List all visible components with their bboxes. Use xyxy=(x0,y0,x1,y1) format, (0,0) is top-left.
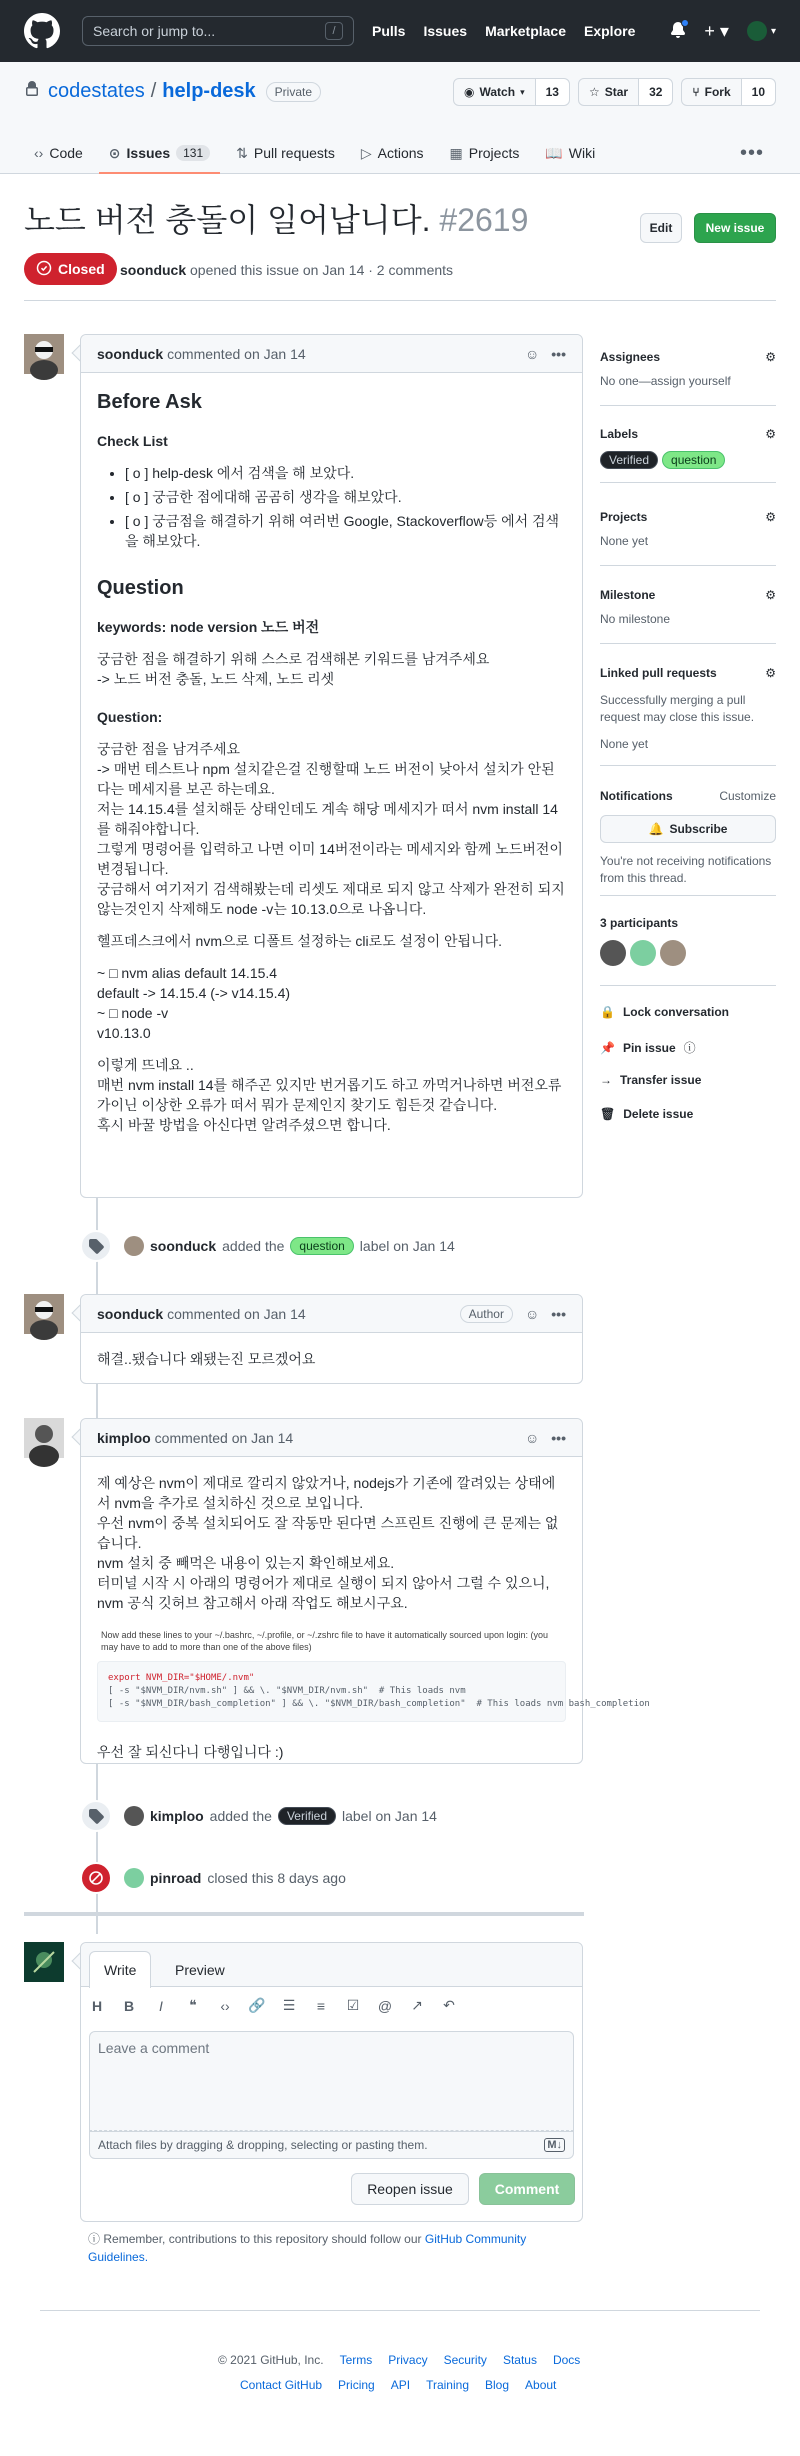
code-block xyxy=(97,1661,650,1722)
footer-link-training[interactable]: Training xyxy=(426,2378,469,2392)
label-question[interactable]: question xyxy=(662,451,725,469)
fork-label: Fork xyxy=(704,85,731,99)
lock-icon: 🔒 xyxy=(600,1005,615,1019)
event-text: closed this 8 days ago xyxy=(207,1870,346,1886)
lock-icon xyxy=(24,80,40,103)
footer-link-status[interactable]: Status xyxy=(502,2353,537,2367)
issue-meta-text: opened this issue on Jan 14 · 2 comments xyxy=(190,262,454,278)
contribution-guidelines xyxy=(88,2230,583,2266)
question-line: 헬프데스크에서 nvm으로 디폴트 설정하는 cli로도 설정이 안됩니다. xyxy=(97,933,502,949)
customize-link[interactable]: Customize xyxy=(719,789,776,803)
event-text: added the xyxy=(222,1238,285,1254)
divider xyxy=(24,300,776,301)
label-verified[interactable]: Verified xyxy=(278,1807,336,1825)
nav-pulls[interactable]: Pulls xyxy=(372,23,406,39)
unordered-list-icon[interactable]: ☰ xyxy=(282,1997,296,2013)
project-icon: ▦ xyxy=(449,144,463,161)
label-question[interactable]: question xyxy=(290,1237,353,1255)
embedded-screenshot xyxy=(97,1629,650,1722)
comment-meta[interactable]: commented on Jan 14 xyxy=(167,345,306,362)
global-header xyxy=(0,0,800,62)
event-actor-link[interactable]: pinroad xyxy=(150,1870,202,1886)
global-nav xyxy=(372,23,635,39)
repo-header xyxy=(0,62,800,174)
tab-label: Actions xyxy=(377,145,424,161)
tab-projects[interactable] xyxy=(440,132,530,174)
code-line: [ -s "$NVM_DIR/bash_completion" ] && \. "$NVM_DIR/bash_completion" # This loads nvm bash_completion xyxy=(108,1699,650,1709)
kebab-horizontal-icon[interactable]: ••• xyxy=(551,1429,566,1446)
comment xyxy=(80,1418,650,1764)
comment xyxy=(80,334,583,1198)
avatar xyxy=(747,21,767,41)
italic-icon[interactable]: I xyxy=(159,1997,163,2014)
issue-title-text: 노드 버전 충돌이 일어납니다. xyxy=(24,202,431,238)
comment-meta[interactable]: commented on Jan 14 xyxy=(167,1305,306,1322)
repo-actions xyxy=(453,78,776,106)
cross-reference-icon[interactable]: ↗ xyxy=(411,1997,423,2013)
avatar[interactable] xyxy=(124,1236,144,1256)
delete-issue-link[interactable] xyxy=(600,1107,693,1121)
snippet-intro: Now add these lines to your ~/.bashrc, ~/.profile, or ~/.zshrc file to have it automatically sourced upon login: (you may have to add to more than one of the above files) xyxy=(101,1630,548,1652)
book-icon: 📖 xyxy=(545,144,563,161)
divider xyxy=(600,765,776,766)
info-icon: ⓘ xyxy=(683,1041,696,1055)
link-icon[interactable]: 🔗 xyxy=(248,1997,266,2013)
keywords-desc: 궁금한 점을 해결하기 위해 스스로 검색해본 키워드를 남겨주세요 xyxy=(97,651,490,667)
linked-desc: Successfully merging a pull request may close this issue. xyxy=(600,693,755,724)
tab-pull-requests[interactable] xyxy=(226,132,345,174)
comment-header xyxy=(81,1295,582,1333)
tag-icon xyxy=(80,1800,112,1832)
code-line: export NVM_DIR="$HOME/.nvm" xyxy=(108,1673,255,1683)
gear-icon[interactable]: ⚙ xyxy=(765,666,776,680)
bold-icon[interactable]: B xyxy=(123,1997,135,2014)
gear-icon[interactable]: ⚙ xyxy=(765,427,776,441)
star-count[interactable]: 32 xyxy=(639,79,672,105)
star-button[interactable] xyxy=(578,78,673,106)
tab-wiki[interactable] xyxy=(535,132,605,174)
heading-question: Question xyxy=(97,577,184,599)
question-title: Question: xyxy=(97,709,163,725)
avatar[interactable] xyxy=(124,1806,144,1826)
issue-author-link[interactable]: soonduck xyxy=(120,262,187,278)
watch-label: Watch xyxy=(479,85,516,99)
trash-icon: 🗑 xyxy=(600,1107,616,1121)
status-badge xyxy=(24,253,117,285)
tab-issues[interactable] xyxy=(99,132,220,174)
comment-textarea[interactable] xyxy=(89,2031,574,2131)
nav-issues[interactable]: Issues xyxy=(423,23,468,39)
comment-author-link[interactable]: soonduck xyxy=(97,345,164,362)
pin-icon: 📌 xyxy=(600,1040,615,1055)
tab-label: Pull requests xyxy=(253,145,335,161)
avatar[interactable] xyxy=(24,1294,64,1334)
chevron-down-icon: ▾ xyxy=(770,25,776,37)
divider xyxy=(600,985,776,986)
repo-owner-link[interactable]: codestates xyxy=(48,80,145,102)
repo-title xyxy=(24,80,321,103)
new-issue-button[interactable]: New issue xyxy=(694,213,776,243)
code-line: v10.13.0 xyxy=(97,1025,151,1041)
divider xyxy=(600,482,776,483)
timeline-end-divider xyxy=(24,1912,584,1916)
comment-body xyxy=(81,373,582,1163)
event-text: label on Jan 14 xyxy=(342,1808,437,1824)
tab-preview[interactable]: Preview xyxy=(175,1961,225,1978)
question-line: 그렇게 명령어를 입력하고 나면 이미 14버전이라는 메세지와 함께 노드버전이 변경됩니다. xyxy=(97,841,563,877)
repo-separator: / xyxy=(150,80,157,102)
question-line: 궁금한 점을 남겨주세요 xyxy=(97,741,241,757)
gear-icon[interactable]: ⚙ xyxy=(765,588,776,602)
comment-line: 터미널 시작 시 아래의 명령어가 제대로 실행이 되지 않아서 그럴 수 있으니, nvm 공식 깃허브 참고해서 아래 작업도 해보시구요. xyxy=(97,1575,550,1611)
subscribe-label: Subscribe xyxy=(669,821,728,836)
guidelines-link[interactable]: GitHub Community Guidelines. xyxy=(88,2232,527,2264)
timeline-line xyxy=(96,1764,98,1934)
action-label: Lock conversation xyxy=(622,1005,729,1019)
sidebar-milestone xyxy=(600,588,776,626)
checklist xyxy=(125,463,566,551)
ordered-list-icon[interactable]: ≡ xyxy=(316,1997,326,2014)
footer-link-blog[interactable]: Blog xyxy=(485,2378,510,2392)
footer-link-pricing[interactable]: Pricing xyxy=(338,2378,375,2392)
comment-text: 해결..됐습니다 왜됐는진 모르겠어요 xyxy=(97,1351,316,1367)
avatar[interactable] xyxy=(630,940,656,966)
edit-button[interactable]: Edit xyxy=(640,213,682,243)
footer-link-docs[interactable]: Docs xyxy=(552,2353,581,2367)
timeline-event-labeled xyxy=(80,1800,437,1832)
comment-author-link[interactable]: soonduck xyxy=(97,1305,164,1322)
tab-label: Code xyxy=(49,145,83,161)
markdown-icon[interactable]: M↓ xyxy=(544,2138,565,2152)
issue-closed-icon xyxy=(36,260,52,279)
code-icon: ‹› xyxy=(34,145,44,161)
gear-icon[interactable]: ⚙ xyxy=(765,350,776,364)
sidebar-assignees xyxy=(600,350,776,388)
bell-icon: 🔔 xyxy=(648,821,664,836)
reopen-issue-button[interactable]: Reopen issue xyxy=(351,2173,469,2205)
heading-check-list: Check List xyxy=(97,433,168,449)
comment-author-link[interactable]: kimploo xyxy=(97,1429,151,1446)
footer-link-terms[interactable]: Terms xyxy=(339,2353,373,2367)
tab-label: Wiki xyxy=(568,145,596,161)
smiley-icon[interactable]: ☺ xyxy=(524,1305,540,1322)
comment-body xyxy=(81,1333,582,1397)
event-text: label on Jan 14 xyxy=(359,1238,455,1254)
watch-button[interactable] xyxy=(453,78,570,106)
file-attachment-bar[interactable] xyxy=(89,2131,574,2159)
footer-link-about[interactable]: About xyxy=(525,2378,557,2392)
tab-label: Projects xyxy=(468,145,520,161)
projects-value: None yet xyxy=(600,534,649,548)
linked-title[interactable]: Linked pull requests xyxy=(600,666,717,680)
circle-slash-icon xyxy=(80,1862,112,1894)
visibility-badge: Private xyxy=(266,82,321,102)
avatar[interactable] xyxy=(600,940,626,966)
issue-title xyxy=(24,198,528,242)
comment-text: 우선 잘 되신다니 다행입니다 :) xyxy=(97,1744,284,1760)
fork-button[interactable] xyxy=(681,78,776,106)
notifications-title: Notifications xyxy=(600,789,673,803)
list-item: • [ o ] help-desk 에서 검색을 해 보았다. xyxy=(125,463,566,483)
nav-marketplace[interactable]: Marketplace xyxy=(485,23,566,39)
subscribe-button[interactable] xyxy=(600,815,776,843)
attach-text: Attach files by dragging & dropping, selecting or pasting them. xyxy=(98,2138,428,2152)
star-label: Star xyxy=(604,85,629,99)
code-line: ~ □ nvm alias default 14.15.4 xyxy=(97,965,278,981)
author-badge: Author xyxy=(460,1305,513,1323)
divider xyxy=(600,895,776,896)
timeline-event-labeled xyxy=(80,1230,455,1262)
footer-row-1 xyxy=(218,2353,580,2367)
sidebar-notifications xyxy=(600,788,776,887)
keywords-title: keywords: node version 노드 버전 xyxy=(97,619,320,635)
closing-line: 혹시 바꿀 방법을 아신다면 알려주셨으면 합니다. xyxy=(97,1117,391,1133)
textarea-placeholder: Leave a comment xyxy=(98,2040,210,2056)
event-text: added the xyxy=(209,1808,272,1824)
comment-meta[interactable]: commented on Jan 14 xyxy=(154,1429,294,1446)
repo-tabs xyxy=(24,132,605,174)
action-label: Transfer issue xyxy=(620,1073,702,1087)
nav-explore[interactable]: Explore xyxy=(584,23,636,39)
timeline-event-closed xyxy=(80,1862,346,1894)
sidebar-labels xyxy=(600,427,776,469)
issue-number: #2619 xyxy=(439,202,529,238)
watch-count[interactable]: 13 xyxy=(536,79,569,105)
avatar[interactable] xyxy=(24,1942,64,1982)
question-line: -> 매번 테스트나 npm 설치같은걸 진행할때 노드 버전이 낮아서 설치가 안된다는 메세지를 보곤 하는데요. xyxy=(97,761,555,797)
footer-link-privacy[interactable]: Privacy xyxy=(388,2353,428,2367)
footer-link-contact[interactable]: Contact GitHub xyxy=(240,2378,323,2392)
lock-conversation-link[interactable] xyxy=(600,1005,729,1019)
footer-link-security[interactable]: Security xyxy=(443,2353,487,2367)
fork-count[interactable]: 10 xyxy=(742,79,775,105)
avatar[interactable] xyxy=(24,1418,64,1458)
star-icon: ☆ xyxy=(588,85,600,99)
comment-line: 우선 nvm이 중복 설치되어도 잘 작동만 된다면 스프린트 진행에 큰 문제는 없습니다. xyxy=(97,1515,559,1551)
bell-icon[interactable] xyxy=(670,22,686,41)
comment xyxy=(80,1294,583,1384)
event-actor-link[interactable]: soonduck xyxy=(150,1238,217,1254)
fork-icon: ⑂ xyxy=(692,85,700,99)
tab-write[interactable]: Write xyxy=(89,1951,151,1988)
issue-meta xyxy=(120,262,453,278)
search-shortcut-key: / xyxy=(325,22,343,40)
kebab-horizontal-icon[interactable]: ••• xyxy=(551,1305,566,1322)
arrow-right-icon: → xyxy=(600,1073,612,1087)
question-line: 저는 14.15.4를 설치해둔 상태인데도 계속 해당 메세지가 떠서 nvm install 14를 해줘야합니다. xyxy=(97,801,558,837)
search-placeholder: Search or jump to... xyxy=(93,23,216,39)
heading-before-ask: Before Ask xyxy=(97,391,202,413)
list-item: • [ o ] 궁금점을 해결하기 위해 여러번 Google, Stackoverflow등 에서 검색을 해보았다. xyxy=(125,511,566,551)
header-right xyxy=(670,21,776,42)
footer-divider xyxy=(40,2310,760,2311)
heading-icon[interactable]: H xyxy=(91,1997,103,2014)
issues-counter: 131 xyxy=(176,145,210,161)
label-verified[interactable]: Verified xyxy=(600,451,658,469)
comment-button[interactable]: Comment xyxy=(479,2173,575,2205)
avatar[interactable] xyxy=(660,940,686,966)
code-icon[interactable]: ‹› xyxy=(220,1997,230,2014)
labels-title[interactable]: Labels xyxy=(600,427,639,441)
assignees-title[interactable]: Assignees xyxy=(600,350,661,364)
tag-icon xyxy=(80,1230,112,1262)
search-input[interactable] xyxy=(82,16,354,46)
footer-link-api[interactable]: API xyxy=(390,2378,411,2392)
footer-row-2 xyxy=(240,2378,556,2392)
action-label: Pin issue xyxy=(622,1040,676,1055)
divider xyxy=(600,405,776,406)
sidebar-linked-prs xyxy=(600,665,776,753)
user-avatar-menu[interactable] xyxy=(747,21,776,41)
smiley-icon[interactable]: ☺ xyxy=(524,345,540,362)
avatar[interactable] xyxy=(24,334,64,374)
status-label: Closed xyxy=(58,261,105,277)
closing-line: 매번 nvm install 14를 해주곤 있지만 번거롭기도 하고 까먹거나하면 버전오류가이닌 이상한 오류가 떠서 뭐가 문제인지 찾기도 힘든것 같습니다. xyxy=(97,1077,562,1113)
comment-line: 제 예상은 nvm이 제대로 깔리지 않았거나, nodejs가 기존에 깔려있는 상태에서 nvm을 추가로 설치하신 것으로 보입니다. xyxy=(97,1475,556,1511)
pull-request-icon: ⇅ xyxy=(236,144,248,161)
comment-header xyxy=(81,1419,582,1457)
linked-value: None yet xyxy=(600,737,649,751)
code-line: default -> 14.15.4 (-> v14.15.4) xyxy=(97,985,291,1001)
participants-title: 3 participants xyxy=(600,916,679,930)
transfer-issue-link[interactable] xyxy=(600,1073,701,1087)
code-line: ~ □ node -v xyxy=(97,1005,169,1021)
sidebar-projects xyxy=(600,510,776,548)
action-label: Delete issue xyxy=(623,1107,694,1121)
more-menu-icon[interactable]: ••• xyxy=(739,142,764,164)
question-line: 궁금해서 여기저기 검색해봤는데 리셋도 제대로 되지 않고 삭제가 완전히 되지 않는것인지 삭제해도 node -v는 10.13.0으로 나옵니다. xyxy=(97,881,565,917)
footer-copyright: © 2021 GitHub, Inc. xyxy=(218,2353,324,2367)
markdown-toolbar xyxy=(89,1997,457,2014)
kebab-horizontal-icon[interactable]: ••• xyxy=(551,345,566,362)
pin-issue-link[interactable] xyxy=(600,1039,696,1056)
guidelines-text: Remember, contributions to this repository should follow our xyxy=(103,2232,422,2246)
divider xyxy=(600,565,776,566)
smiley-icon[interactable]: ☺ xyxy=(524,1429,540,1446)
mention-icon[interactable]: @ xyxy=(377,1997,393,2014)
comment-line: nvm 설치 중 빼먹은 내용이 있는지 확인해보세요. xyxy=(97,1555,395,1571)
notification-dot xyxy=(681,19,689,27)
comment-body xyxy=(81,1457,650,1790)
avatar[interactable] xyxy=(124,1868,144,1888)
milestone-value: No milestone xyxy=(600,612,671,626)
projects-title[interactable]: Projects xyxy=(600,510,648,524)
reply-icon[interactable]: ↶ xyxy=(443,1997,455,2013)
keywords-list: -> 노드 버전 충돌, 노드 삭제, 노드 리셋 xyxy=(97,671,335,687)
milestone-title[interactable]: Milestone xyxy=(600,588,656,602)
plus-dropdown-icon[interactable]: + ▾ xyxy=(704,20,729,41)
sidebar-participants xyxy=(600,916,776,966)
play-icon: ▷ xyxy=(360,144,372,161)
tab-label: Issues xyxy=(126,145,171,161)
comment-header xyxy=(81,335,582,373)
eye-icon: ◉ xyxy=(464,85,475,99)
tab-code[interactable] xyxy=(24,132,93,174)
editor-tabs xyxy=(81,1943,582,1987)
repo-name-link[interactable]: help-desk xyxy=(162,80,256,102)
issue-opened-icon: ⊙ xyxy=(108,144,121,161)
closing-line: 이렇게 뜨네요 .. xyxy=(97,1057,194,1073)
event-actor-link[interactable]: kimploo xyxy=(150,1808,204,1824)
code-line: [ -s "$NVM_DIR/nvm.sh" ] && \. "$NVM_DIR/nvm.sh" # This loads nvm xyxy=(108,1686,466,1696)
comment-editor xyxy=(80,1942,583,2222)
notifications-desc: You're not receiving notifications from this thread. xyxy=(600,854,772,885)
divider xyxy=(600,643,776,644)
info-icon: ⓘ xyxy=(88,2232,101,2246)
assignees-value[interactable]: No one—assign yourself xyxy=(600,374,731,388)
task-list-icon[interactable]: ☑ xyxy=(346,1997,360,2013)
list-item: • [ o ] 궁금한 점에대해 곰곰히 생각을 해보았다. xyxy=(125,487,566,507)
github-logo-icon[interactable] xyxy=(24,13,60,49)
gear-icon[interactable]: ⚙ xyxy=(765,510,776,524)
tab-actions[interactable] xyxy=(351,132,434,174)
chevron-down-icon: ▾ xyxy=(520,86,525,97)
quote-icon[interactable]: ❝ xyxy=(189,1997,197,2013)
